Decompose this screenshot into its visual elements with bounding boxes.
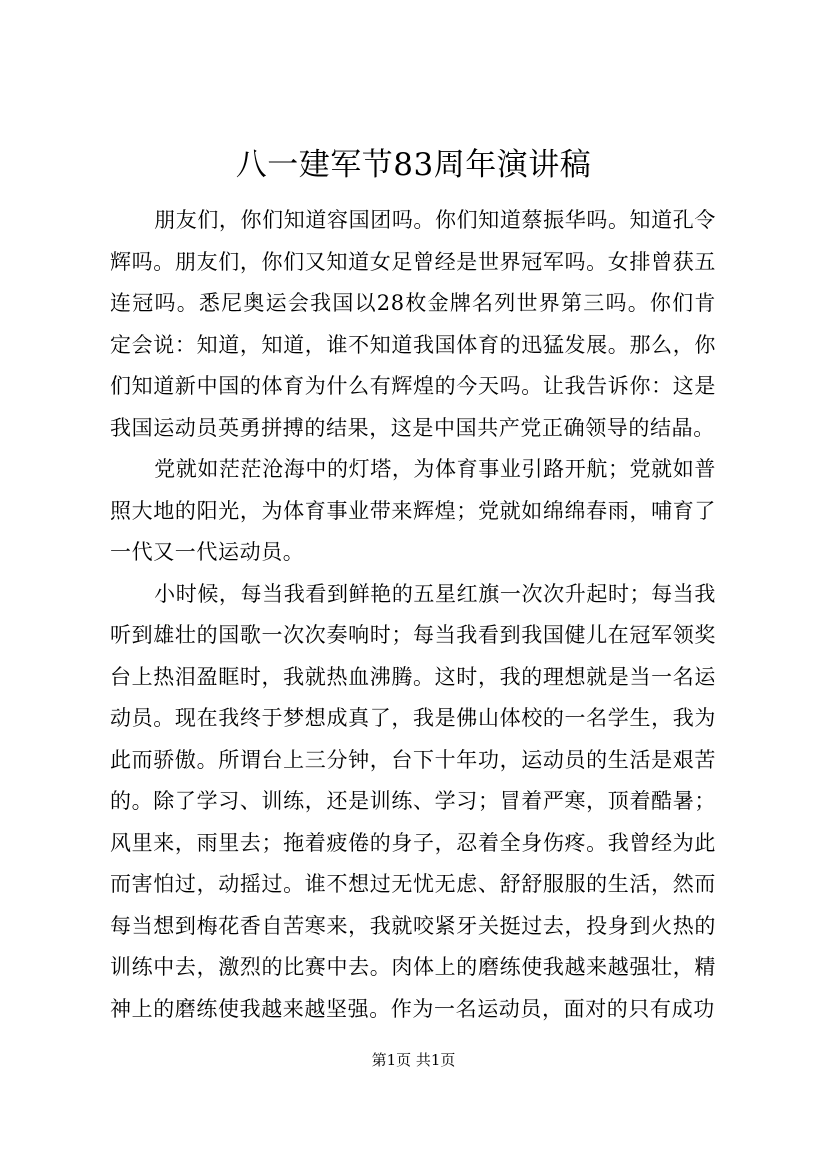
paragraph: 小时候，每当我看到鲜艳的五星红旗一次次升起时；每当我听到雄壮的国歌一次次奏响时；每当我看到我国健儿在冠军领奖台上热泪盈眶时，我就热血沸腾。这时，我的理想就是当一名运动员。现在我终于梦想成真了，我是佛山体校的一名学生，我为此而骄傲。所谓台上三分钟，台下十年功，运动员的生活是艰苦的。除了学习、训练，还是训练、学习；冒着严寒，顶着酷暑；风里来，雨里去；拖着疲倦的身子，忍着全身伤疼。我曾经为此而害怕过，动摇过。谁不想过无忧无虑、舒舒服服的生活，然而每当想到梅花香自苦寒来，我就咬紧牙关挺过去，投身到火热的训练中去，激烈的比赛中去。肉体上的磨练使我越来越强壮，精神上的磨练使我越来越坚强。作为一名运动员，面对的只有成功 xyxy=(110,581,716,1021)
document-body xyxy=(110,200,716,1030)
page-number: 第1页 共1页 xyxy=(371,1051,456,1069)
paragraph: 党就如茫茫沧海中的灯塔，为体育事业引路开航；党就如普照大地的阳光，为体育事业带来辉煌；党就如绵绵春雨，哺育了一代又一代运动员。 xyxy=(110,457,716,564)
paragraph: 朋友们，你们知道容国团吗。你们知道蔡振华吗。知道孔令辉吗。朋友们，你们又知道女足曾经是世界冠军吗。女排曾获五连冠吗。悉尼奥运会我国以28枚金牌名列世界第三吗。你们肯定会说：知道，知道，谁不知道我国体育的迅猛发展。那么，你们知道新中国的体育为什么有辉煌的今天吗。让我告诉你：这是我国运动员英勇拼搏的结果，这是中国共产党正确领导的结晶。 xyxy=(110,208,716,440)
page-title: 八一建军节83周年演讲稿 xyxy=(235,147,592,183)
